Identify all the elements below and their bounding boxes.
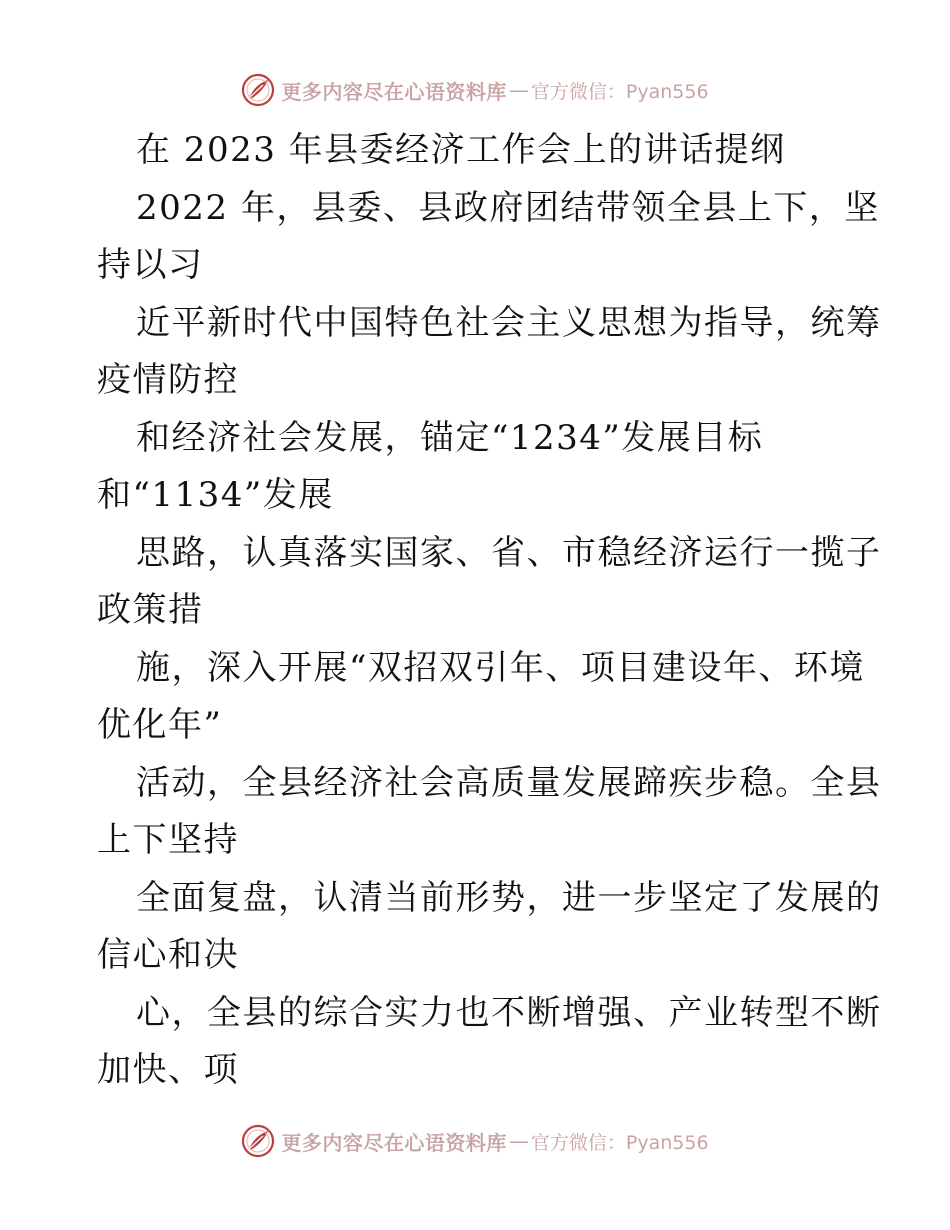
text-line: 思路，认真落实国家、省、市稳经济运行一揽子 [136, 532, 882, 573]
text-line: 全面复盘，认清当前形势，进一步坚定了发展的 [136, 877, 882, 918]
watermark-contact: 官方微信：Pyan556 [530, 1131, 709, 1154]
text-line: 加快、项 [97, 1050, 239, 1090]
text-line: 和经济社会发展，锚定“1234”发展目标 [136, 417, 764, 458]
text-line: 活动，全县经济社会高质量发展蹄疾步稳。全县 [136, 762, 882, 803]
watermark-site-name: 更多内容尽在心语资料库 [281, 79, 507, 104]
text-line: 政策措 [97, 590, 204, 630]
text-line: 信心和决 [97, 935, 239, 975]
text-line: 持以习 [97, 245, 204, 285]
text-line: 施，深入开展“双招双引年、项目建设年、环境 [136, 647, 865, 688]
text-line: 心，全县的综合实力也不断增强、产业转型不断 [136, 992, 882, 1033]
text-line: 疫情防控 [97, 360, 239, 400]
text-line: 优化年” [97, 705, 223, 745]
watermark-site-name: 更多内容尽在心语资料库 [281, 1130, 507, 1155]
footer-watermark [0, 1121, 950, 1161]
text-line: 近平新时代中国特色社会主义思想为指导，统筹 [136, 302, 882, 343]
feather-pen-logo-icon [241, 73, 275, 107]
watermark-separator: — [508, 1129, 529, 1153]
text-line: 上下坚持 [97, 820, 239, 860]
text-line: 2022 年，县委、县政府团结带领全县上下，坚 [136, 187, 880, 228]
watermark-contact: 官方微信：Pyan556 [530, 80, 709, 103]
text-line: 和“1134”发展 [97, 475, 334, 515]
feather-pen-logo-icon [241, 1124, 275, 1158]
header-watermark [0, 70, 950, 110]
document-body [97, 122, 882, 1100]
document-title-line: 在 2023 年县委经济工作会上的讲话提纲 [136, 130, 786, 170]
watermark-separator: — [508, 78, 529, 102]
